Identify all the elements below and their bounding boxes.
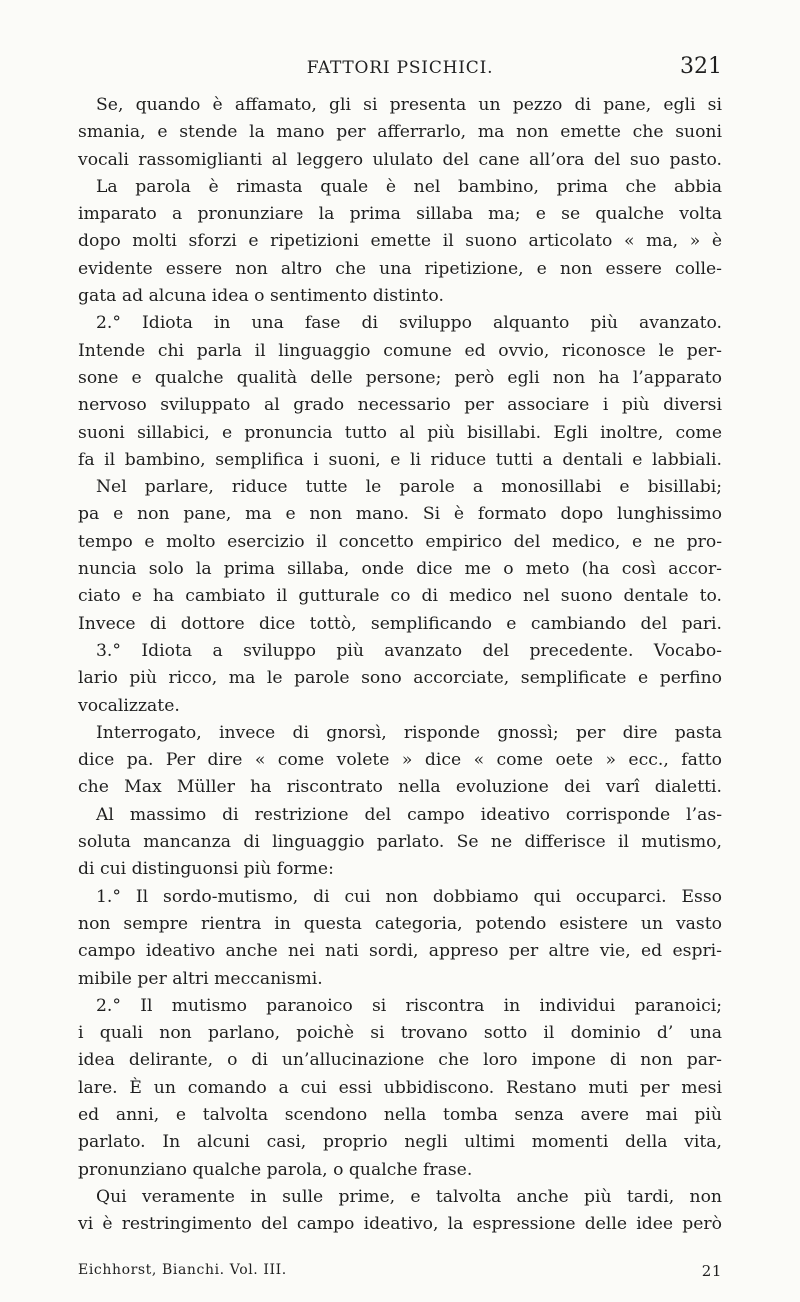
text-line: i quali non parlano, poichè si trovano sotto il dominio d’ una bbox=[78, 1023, 722, 1044]
text-line: suoni sillabici, e pronuncia tutto al più bisillabi. Egli inoltre, come bbox=[78, 422, 722, 443]
text-line: Interrogato, invece di gnorsì, risponde gnossì; per dire pasta bbox=[96, 722, 722, 743]
text-line: La parola è rimasta quale è nel bambino, prima che abbia bbox=[96, 176, 722, 197]
text-line: 2.° Il mutismo paranoico si riscontra in individui paranoici; bbox=[96, 995, 722, 1016]
text-line: Invece di dottore dice tottò, semplificando e cambiando del pari. bbox=[78, 613, 722, 634]
text-line: non sempre rientra in questa categoria, potendo esistere un vasto bbox=[78, 913, 722, 934]
text-line: smania, e stende la mano per afferrarlo, ma non emette che suoni bbox=[78, 122, 722, 143]
running-title: FATTORI PSICHICI. bbox=[306, 58, 494, 78]
text-line: soluta mancanza di linguaggio parlato. Se ne differisce il mutismo, bbox=[78, 832, 722, 853]
text-line: tempo e molto esercizio il concetto empirico del medico, e ne pro- bbox=[78, 531, 722, 552]
text-line: nervoso sviluppato al grado necessario per associare i più diversi bbox=[78, 395, 722, 416]
text-line: fa il bambino, semplifica i suoni, e li riduce tutti a dentali e labbiali. bbox=[78, 449, 722, 470]
text-line: imparato a pronunziare la prima sillaba ma; e se qualche volta bbox=[78, 204, 722, 225]
text-line: pa e non pane, ma e non mano. Si è formato dopo lunghissimo bbox=[78, 504, 722, 525]
text-line: gata ad alcuna idea o sentimento distinto. bbox=[78, 286, 444, 307]
text-line: parlato. In alcuni casi, proprio negli ultimi momenti della vita, bbox=[78, 1132, 722, 1153]
text-line: di cui distinguonsi più forme: bbox=[78, 859, 334, 880]
text-line: 3.° Idiota a sviluppo più avanzato del precedente. Vocabo- bbox=[96, 640, 722, 661]
signature-line: Eichhorst, Bianchi. Vol. III. bbox=[78, 1262, 287, 1278]
text-line: pronunziano qualche parola, o qualche frase. bbox=[78, 1159, 473, 1180]
running-header bbox=[78, 54, 722, 86]
text-line: vocali rassomiglianti al leggero ululato del cane all’ora del suo pasto. bbox=[78, 149, 722, 170]
text-line: idea delirante, o di un’allucinazione che loro impone di non par- bbox=[78, 1050, 722, 1071]
text-line: ciato e ha cambiato il gutturale co di medico nel suono dentale to. bbox=[78, 586, 722, 607]
text-line: ed anni, e talvolta scendono nella tomba senza avere mai più bbox=[78, 1104, 722, 1125]
page-footer bbox=[78, 1262, 722, 1286]
text-line: Se, quando è affamato, gli si presenta un pezzo di pane, egli si bbox=[96, 95, 722, 115]
text-line: mibile per altri meccanismi. bbox=[78, 968, 323, 989]
text-line: Nel parlare, riduce tutte le parole a monosillabi e bisillabi; bbox=[96, 477, 722, 498]
sheet-number: 21 bbox=[701, 1262, 722, 1280]
page-number: 321 bbox=[680, 54, 722, 79]
text-line: 1.° Il sordo-mutismo, di cui non dobbiamo qui occuparci. Esso bbox=[96, 886, 722, 907]
text-line: Qui veramente in sulle prime, e talvolta anche più tardi, non bbox=[96, 1186, 722, 1207]
text-line: campo ideativo anche nei nati sordi, appreso per altre vie, ed espri- bbox=[78, 941, 722, 962]
text-line: Al massimo di restrizione del campo ideativo corrisponde l’as- bbox=[96, 804, 722, 825]
text-line: dopo molti sforzi e ripetizioni emette il suono articolato « ma, » è bbox=[78, 231, 722, 252]
text-line: lare. È un comando a cui essi ubbidiscono. Restano muti per mesi bbox=[78, 1077, 722, 1098]
text-line: Intende chi parla il linguaggio comune ed ovvio, riconosce le per- bbox=[78, 340, 722, 361]
text-line: nuncia solo la prima sillaba, onde dice me o meto (ha così accor- bbox=[78, 559, 722, 580]
text-line: lario più ricco, ma le parole sono accorciate, semplificate e perfino bbox=[78, 668, 722, 689]
text-line: evidente essere non altro che una ripetizione, e non essere colle- bbox=[78, 258, 722, 279]
text-line: sone e qualche qualità delle persone; però egli non ha l’apparato bbox=[78, 367, 722, 388]
text-line: che Max Müller ha riscontrato nella evoluzione dei varî dialetti. bbox=[78, 777, 722, 798]
text-line: vocalizzate. bbox=[78, 695, 180, 716]
text-line: 2.° Idiota in una fase di sviluppo alquanto più avanzato. bbox=[96, 313, 722, 334]
text-line: dice pa. Per dire « come volete » dice « come oete » ecc., fatto bbox=[78, 750, 722, 771]
text-line: vi è restringimento del campo ideativo, la espressione delle idee però bbox=[78, 1214, 722, 1235]
body-text bbox=[78, 92, 722, 1238]
